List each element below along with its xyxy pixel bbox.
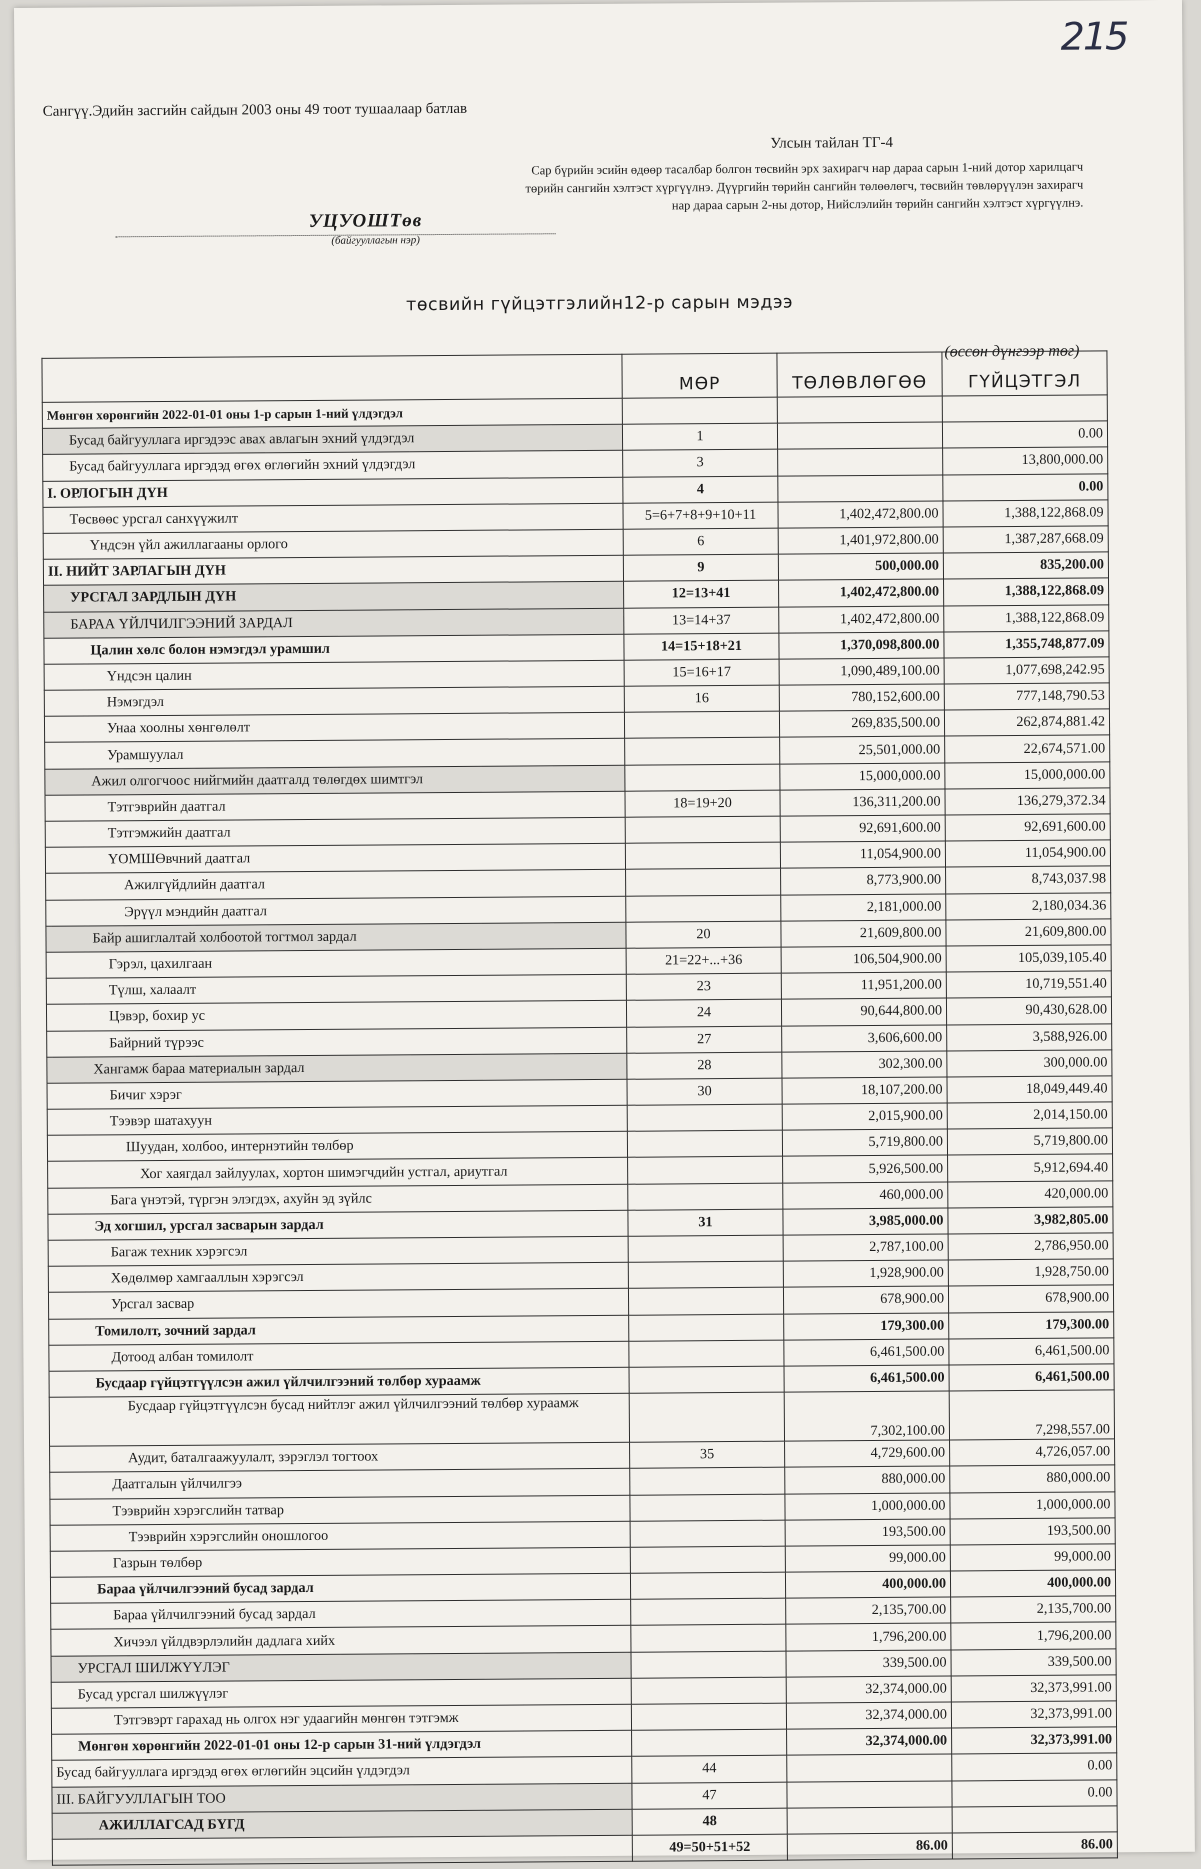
table-header-row xyxy=(42,351,1107,402)
row-label: Бусдаар гүйцэтгүүлсэн бусад нийтлэг ажил үйлчилгээний төлбөр хураамж xyxy=(49,1393,629,1446)
row-code xyxy=(628,1288,783,1315)
plan-value: 2,787,100.00 xyxy=(783,1234,948,1261)
actual-value xyxy=(942,395,1107,422)
row-label: Бусад урсгал шилжүүлэг xyxy=(51,1678,631,1708)
row-label: Бусад байгууллага иргэдэд өгөх өглөгийн эцсийн үлдэгдэл xyxy=(52,1757,632,1787)
plan-value: 1,370,098,800.00 xyxy=(779,632,944,659)
row-code: 9 xyxy=(623,554,778,581)
currency-unit-note: (өссөн дүнгээр төг) xyxy=(944,342,1080,361)
row-label: Тэтгэмжийн даатгал xyxy=(45,817,625,847)
row-code: 3 xyxy=(623,450,778,477)
actual-value: 835,200.00 xyxy=(943,552,1108,579)
row-label: БАРАА ҮЙЛЧИЛГЭЭНИЙ ЗАРДАЛ xyxy=(44,608,624,638)
plan-value: 1,796,200.00 xyxy=(786,1623,951,1650)
actual-value: 18,049,449.40 xyxy=(947,1076,1112,1103)
row-code xyxy=(624,711,779,738)
column-header-plan: ТӨЛӨВЛӨГӨӨ xyxy=(777,352,942,397)
actual-value: 1,387,287,668.09 xyxy=(943,526,1108,553)
row-label: Тэтгэврийн даатгал xyxy=(45,791,625,821)
actual-value: 105,039,105.40 xyxy=(946,945,1111,972)
row-label: Түлш, халаалт xyxy=(46,974,626,1004)
actual-value: 777,148,790.53 xyxy=(944,683,1109,710)
plan-value: 2,135,700.00 xyxy=(786,1597,951,1624)
plan-value: 8,773,900.00 xyxy=(781,867,946,894)
actual-value: 300,000.00 xyxy=(947,1050,1112,1077)
row-label: Байр ашиглалтай холбоотой тогтмол зардал xyxy=(46,922,626,952)
plan-value: 6,461,500.00 xyxy=(784,1365,949,1392)
plan-value: 400,000.00 xyxy=(785,1571,950,1598)
row-label: УРСГАЛ ШИЛЖҮҮЛЭГ xyxy=(51,1652,631,1682)
actual-value: 32,373,991.00 xyxy=(951,1701,1116,1728)
actual-value: 262,874,881.42 xyxy=(944,709,1109,736)
row-label: Цалин хөлс болон нэмэгдэл урамшил xyxy=(44,634,624,664)
row-code: 5=6+7+8+9+10+11 xyxy=(623,502,778,529)
plan-value: 5,926,500.00 xyxy=(783,1155,948,1182)
organization-name: УЦУОШТөв xyxy=(308,210,423,232)
actual-value: 420,000.00 xyxy=(948,1180,1113,1207)
plan-value: 86.00 xyxy=(787,1833,952,1860)
actual-value: 1,077,698,242.95 xyxy=(944,657,1109,684)
row-code xyxy=(626,895,781,922)
row-code xyxy=(631,1677,786,1704)
actual-value: 1,928,750.00 xyxy=(948,1259,1113,1286)
row-label: Хангамж бараа материалын зардал xyxy=(47,1053,627,1083)
row-label: Мөнгөн хөрөнгийн 2022-01-01 оны 12-р сарын 31-ний үлдэгдэл xyxy=(52,1730,632,1760)
actual-value: 1,388,122,868.09 xyxy=(944,578,1109,605)
row-code: 48 xyxy=(632,1808,787,1835)
row-label: УРСГАЛ ЗАРДЛЫН ДҮН xyxy=(44,582,624,612)
row-code: 12=13+41 xyxy=(624,580,779,607)
plan-value: 15,000,000.00 xyxy=(780,763,945,790)
organization-block xyxy=(115,209,555,248)
actual-value: 3,588,926.00 xyxy=(947,1023,1112,1050)
row-label: Урамшуулал xyxy=(45,739,625,769)
plan-value: 11,054,900.00 xyxy=(780,841,945,868)
row-code: 28 xyxy=(627,1052,782,1079)
row-label: Гэрэл, цахилгаан xyxy=(46,948,626,978)
plan-value xyxy=(777,396,942,423)
row-label: Хичээл үйлдвэрлэлийн дадлага хийх xyxy=(51,1626,631,1656)
plan-value: 678,900.00 xyxy=(783,1286,948,1313)
actual-value: 1,388,122,868.09 xyxy=(944,604,1109,631)
actual-value: 2,135,700.00 xyxy=(951,1596,1116,1623)
actual-value: 5,719,800.00 xyxy=(947,1128,1112,1155)
row-label: АЖИЛЛАГСАД БҮГД xyxy=(52,1809,632,1839)
row-code xyxy=(628,1183,783,1210)
row-label: Байрний түрээс xyxy=(47,1027,627,1057)
row-code xyxy=(630,1494,785,1521)
actual-value: 32,373,991.00 xyxy=(952,1727,1117,1754)
row-label: Бусдаар гүйцэтгүүлсэн ажил үйлчилгээний төлбөр хураамж xyxy=(49,1367,629,1397)
row-label: Ажилгүйдлийн даатгал xyxy=(46,870,626,900)
plan-value: 90,644,800.00 xyxy=(781,998,946,1025)
column-header-actual: ГҮЙЦЭТГЭЛ xyxy=(942,351,1107,396)
row-code xyxy=(625,738,780,765)
plan-value: 880,000.00 xyxy=(785,1466,950,1493)
actual-value: 1,355,748,877.09 xyxy=(944,631,1109,658)
row-label: I. ОРЛОГЫН ДҮН xyxy=(43,477,623,507)
plan-value: 7,302,100.00 xyxy=(784,1391,949,1441)
row-label: Дотоод албан томилолт xyxy=(49,1341,629,1371)
row-label: Бага үнэтэй, түргэн элэгдэх, ахуйн эд зүйлс xyxy=(48,1184,628,1214)
row-label: Үндсэн цалин xyxy=(44,660,624,690)
row-code: 27 xyxy=(627,1026,782,1053)
actual-value: 15,000,000.00 xyxy=(945,761,1110,788)
plan-value: 92,691,600.00 xyxy=(780,815,945,842)
plan-value: 2,181,000.00 xyxy=(781,894,946,921)
plan-value: 500,000.00 xyxy=(778,553,943,580)
plan-value: 1,928,900.00 xyxy=(783,1260,948,1287)
row-label: Ажил олгогчоос нийгмийн даатгалд төлөгдөх шимтгэл xyxy=(45,765,625,795)
row-code: 21=22+...+36 xyxy=(626,947,781,974)
plan-value: 1,090,489,100.00 xyxy=(779,658,944,685)
plan-value: 3,606,600.00 xyxy=(782,1025,947,1052)
document-page xyxy=(14,0,1195,1860)
actual-value: 1,000,000.00 xyxy=(950,1491,1115,1518)
row-code: 35 xyxy=(630,1441,785,1468)
row-label: Эрүүл мэндийн даатгал xyxy=(46,896,626,926)
plan-value: 32,374,000.00 xyxy=(786,1702,951,1729)
row-label: II. НИЙТ ЗАРЛАГЫН ДҮН xyxy=(43,555,623,585)
plan-value: 18,107,200.00 xyxy=(782,1077,947,1104)
row-code xyxy=(628,1157,783,1184)
row-label: III. БАЙГУУЛЛАГЫН ТОО xyxy=(52,1783,632,1813)
row-code: 23 xyxy=(626,973,781,1000)
plan-value xyxy=(778,475,943,502)
plan-value: 3,985,000.00 xyxy=(783,1208,948,1235)
row-label: Тээврийн хэрэгслийн оношлогоо xyxy=(50,1521,630,1551)
actual-value: 7,298,557.00 xyxy=(949,1390,1114,1440)
row-code xyxy=(628,1235,783,1262)
actual-value: 92,691,600.00 xyxy=(945,814,1110,841)
row-code: 18=19+20 xyxy=(625,790,780,817)
actual-value: 1,388,122,868.09 xyxy=(943,500,1108,527)
actual-value: 136,279,372.34 xyxy=(945,788,1110,815)
plan-value: 302,300.00 xyxy=(782,1051,947,1078)
row-label: Багаж техник хэрэгсэл xyxy=(48,1236,628,1266)
document-title: төсвийн гүйцэтгэлийн12-р сарын мэдээ xyxy=(406,292,794,316)
plan-value: 780,152,600.00 xyxy=(779,684,944,711)
row-label: ҮОМШӨвчний даатгал xyxy=(45,843,625,873)
actual-value: 2,180,034.36 xyxy=(946,892,1111,919)
row-label: Даатгалын үйлчилгээ xyxy=(50,1469,630,1499)
row-label: Томилолт, зочний зардал xyxy=(49,1315,629,1345)
row-code xyxy=(632,1729,787,1756)
plan-value: 21,609,800.00 xyxy=(781,920,946,947)
row-code xyxy=(631,1651,786,1678)
row-code xyxy=(631,1625,786,1652)
row-code xyxy=(631,1598,786,1625)
row-code xyxy=(627,1104,782,1131)
plan-value: 4,729,600.00 xyxy=(785,1440,950,1467)
actual-value: 21,609,800.00 xyxy=(946,919,1111,946)
plan-value: 1,402,472,800.00 xyxy=(778,501,943,528)
actual-value: 11,054,900.00 xyxy=(945,840,1110,867)
row-code: 24 xyxy=(626,999,781,1026)
row-code xyxy=(631,1703,786,1730)
row-label: Бараа үйлчилгээний бусад зардал xyxy=(50,1573,630,1603)
row-code: 6 xyxy=(623,528,778,555)
row-label: Төсвөөс урсгал санхүүжилт xyxy=(43,503,623,533)
actual-value: 8,743,037.98 xyxy=(946,866,1111,893)
actual-value: 90,430,628.00 xyxy=(946,997,1111,1024)
actual-value: 22,674,571.00 xyxy=(945,735,1110,762)
actual-value: 880,000.00 xyxy=(950,1465,1115,1492)
plan-value xyxy=(787,1754,952,1781)
row-code: 44 xyxy=(632,1756,787,1783)
plan-value: 2,015,900.00 xyxy=(782,1103,947,1130)
row-label: Нэмэгдэл xyxy=(44,686,624,716)
table-row xyxy=(49,1390,1114,1446)
actual-value: 86.00 xyxy=(952,1832,1117,1859)
plan-value: 1,401,972,800.00 xyxy=(778,527,943,554)
row-code: 13=14+37 xyxy=(624,607,779,634)
row-code: 30 xyxy=(627,1078,782,1105)
row-code xyxy=(629,1340,784,1367)
report-form-code: Улсын тайлан ТГ-4 xyxy=(770,134,894,152)
plan-value: 269,835,500.00 xyxy=(779,710,944,737)
plan-value: 5,719,800.00 xyxy=(782,1129,947,1156)
row-code: 4 xyxy=(623,476,778,503)
plan-value: 1,402,472,800.00 xyxy=(779,579,944,606)
page-number: 215 xyxy=(1060,14,1128,59)
row-label: Бичиг хэрэг xyxy=(47,1079,627,1109)
row-code xyxy=(630,1572,785,1599)
row-label: Газрын төлбөр xyxy=(50,1547,630,1577)
plan-value: 339,500.00 xyxy=(786,1650,951,1677)
plan-value: 1,000,000.00 xyxy=(785,1493,950,1520)
row-code xyxy=(630,1467,785,1494)
row-label: Тэтгэвэрт гарахад нь олгох нэг удаагийн мөнгөн тэтгэмж xyxy=(51,1704,631,1734)
row-label xyxy=(52,1835,632,1865)
row-code: 47 xyxy=(632,1782,787,1809)
actual-value: 193,500.00 xyxy=(950,1518,1115,1545)
row-code: 16 xyxy=(624,685,779,712)
actual-value: 4,726,057.00 xyxy=(950,1439,1115,1466)
plan-value: 99,000.00 xyxy=(785,1545,950,1572)
row-label: Бусад байгууллага иргэдэд өгөх өглөгийн эхний үлдэгдэл xyxy=(43,451,623,481)
actual-value: 678,900.00 xyxy=(948,1285,1113,1312)
row-code: 15=16+17 xyxy=(624,659,779,686)
plan-value xyxy=(778,448,943,475)
actual-value: 99,000.00 xyxy=(950,1544,1115,1571)
actual-value: 179,300.00 xyxy=(949,1311,1114,1338)
row-label: Бараа үйлчилгээний бусад зардал xyxy=(51,1599,631,1629)
row-code xyxy=(622,397,777,424)
row-code xyxy=(629,1314,784,1341)
plan-value xyxy=(777,422,942,449)
row-label: Тээврийн хэрэгслийн татвар xyxy=(50,1495,630,1525)
actual-value: 339,500.00 xyxy=(951,1648,1116,1675)
row-code: 49=50+51+52 xyxy=(632,1834,787,1861)
plan-value: 25,501,000.00 xyxy=(780,736,945,763)
actual-value: 0.00 xyxy=(952,1779,1117,1806)
row-code xyxy=(626,869,781,896)
actual-value: 13,800,000.00 xyxy=(943,447,1108,474)
actual-value: 10,719,551.40 xyxy=(946,971,1111,998)
plan-value: 136,311,200.00 xyxy=(780,789,945,816)
row-code xyxy=(630,1520,785,1547)
row-label: Цэвэр, бохир ус xyxy=(46,1001,626,1031)
row-label: Бусад байгууллага иргэдээс авах авлагын эхний үлдэгдэл xyxy=(42,424,622,454)
actual-value: 3,982,805.00 xyxy=(948,1207,1113,1234)
row-label: Урсгал засвар xyxy=(48,1289,628,1319)
plan-value: 1,402,472,800.00 xyxy=(779,606,944,633)
actual-value: 0.00 xyxy=(943,473,1108,500)
row-code: 20 xyxy=(626,921,781,948)
row-code: 31 xyxy=(628,1209,783,1236)
row-label: Унаа хоолны хөнгөлөлт xyxy=(44,713,624,743)
column-header-row-code: МӨР xyxy=(622,353,777,398)
actual-value: 6,461,500.00 xyxy=(949,1364,1114,1391)
actual-value: 5,912,694.40 xyxy=(948,1154,1113,1181)
actual-value: 6,461,500.00 xyxy=(949,1338,1114,1365)
row-label: Тээвэр шатахуун xyxy=(47,1105,627,1135)
actual-value: 2,786,950.00 xyxy=(948,1233,1113,1260)
decree-note: Сангүү.Эдийн засгийн сайдын 2003 оны 49 тоот тушаалаар батлав xyxy=(42,100,468,120)
plan-value: 193,500.00 xyxy=(785,1519,950,1546)
row-label: Мөнгөн хөрөнгийн 2022-01-01 оны 1-р сарын 1-ний үлдэгдэл xyxy=(42,398,622,428)
budget-table xyxy=(41,350,1118,1866)
row-code: 1 xyxy=(622,423,777,450)
row-code xyxy=(627,1130,782,1157)
plan-value: 11,951,200.00 xyxy=(781,972,946,999)
row-code xyxy=(625,816,780,843)
plan-value: 106,504,900.00 xyxy=(781,946,946,973)
plan-value: 179,300.00 xyxy=(784,1313,949,1340)
plan-value xyxy=(787,1807,952,1834)
row-label: Хог хаягдал зайлуулах, хортон шимэгчдийн устгал, ариутгал xyxy=(48,1158,628,1188)
row-label: Шуудан, холбоо, интернэтийн төлбөр xyxy=(47,1131,627,1161)
actual-value: 2,014,150.00 xyxy=(947,1102,1112,1129)
column-header-name xyxy=(42,354,622,402)
row-code xyxy=(630,1546,785,1573)
row-code: 14=15+18+21 xyxy=(624,633,779,660)
row-label: Аудит, баталгаажуулалт, зэрэглэл тогтоох xyxy=(50,1442,630,1472)
plan-value: 460,000.00 xyxy=(783,1182,948,1209)
actual-value xyxy=(952,1806,1117,1833)
plan-value: 32,374,000.00 xyxy=(787,1728,952,1755)
row-code xyxy=(625,842,780,869)
actual-value: 0.00 xyxy=(952,1753,1117,1780)
actual-value: 400,000.00 xyxy=(950,1570,1115,1597)
row-code xyxy=(629,1366,784,1393)
plan-value: 6,461,500.00 xyxy=(784,1339,949,1366)
row-label: Үндсэн үйл ажиллагааны орлого xyxy=(43,529,623,559)
row-code xyxy=(625,764,780,791)
row-code xyxy=(629,1392,784,1442)
organization-hint: (байгууллагын нэр) xyxy=(331,234,420,247)
actual-value: 1,796,200.00 xyxy=(951,1622,1116,1649)
submission-deadline-note: Сар бүрийн эсийн өдөөр тасалбар болгон төсвийн эрх захирагч нар дараа сарын 1-ний дотор харилцагч төрийн сангийн хэлтэст хүргүүлнэ. Дүүргийн төрийн сангийн төлөөлөгч, төсвийн төвлөрүүлэн захирагч нар дараа сарын 2-ны дотор, Нийслэлийн төрийн сангийн хэлтэст хүргүүлнэ. xyxy=(525,159,1084,213)
actual-value: 32,373,991.00 xyxy=(951,1675,1116,1702)
row-code xyxy=(628,1261,783,1288)
row-label: Эд хогшил, урсгал засварын зардал xyxy=(48,1210,628,1240)
plan-value: 32,374,000.00 xyxy=(786,1676,951,1703)
row-label: Хөдөлмөр хамгааллын хэрэгсэл xyxy=(48,1262,628,1292)
plan-value xyxy=(787,1781,952,1808)
actual-value: 0.00 xyxy=(942,421,1107,448)
